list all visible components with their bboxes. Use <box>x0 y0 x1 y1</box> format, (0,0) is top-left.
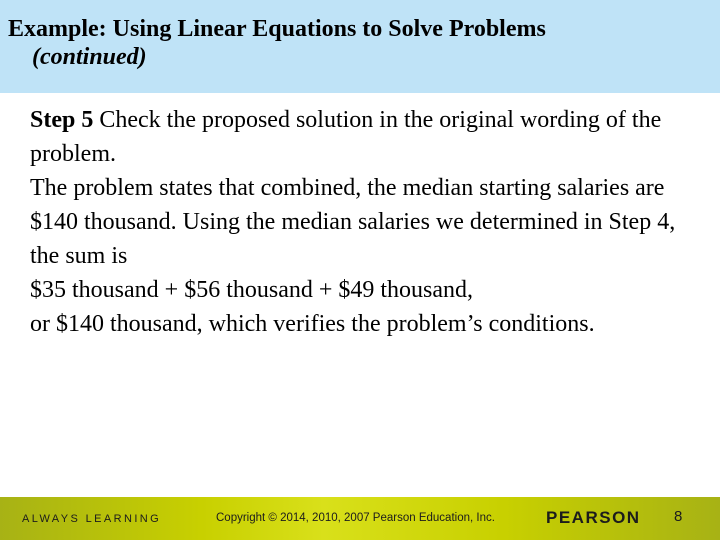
page-number: 8 <box>674 508 683 525</box>
slide-header <box>0 0 720 93</box>
step-paragraph <box>30 103 710 171</box>
step-text: Check the proposed solution in the original wording of the problem. <box>30 107 662 167</box>
pearson-logo: PEARSON <box>546 508 641 527</box>
slide-body <box>30 103 710 341</box>
conclusion-line: or $140 thousand, which verifies the problem’s conditions. <box>30 311 595 337</box>
step-label: Step 5 <box>30 107 94 133</box>
slide-subtitle: (continued) <box>32 44 147 70</box>
slide-title: Example: Using Linear Equations to Solve Problems <box>8 16 546 42</box>
footer-tagline: ALWAYS LEARNING <box>22 513 162 525</box>
problem-text: The problem states that combined, the median starting salaries are $140 thousand. Using the median salaries we determined in Step 4, the sum is <box>30 175 676 269</box>
footer-copyright: Copyright © 2014, 2010, 2007 Pearson Education, Inc. <box>216 512 495 524</box>
problem-paragraph <box>30 171 710 341</box>
sum-line: $35 thousand + $56 thousand + $49 thousand, <box>30 277 474 303</box>
slide-footer <box>0 497 720 540</box>
